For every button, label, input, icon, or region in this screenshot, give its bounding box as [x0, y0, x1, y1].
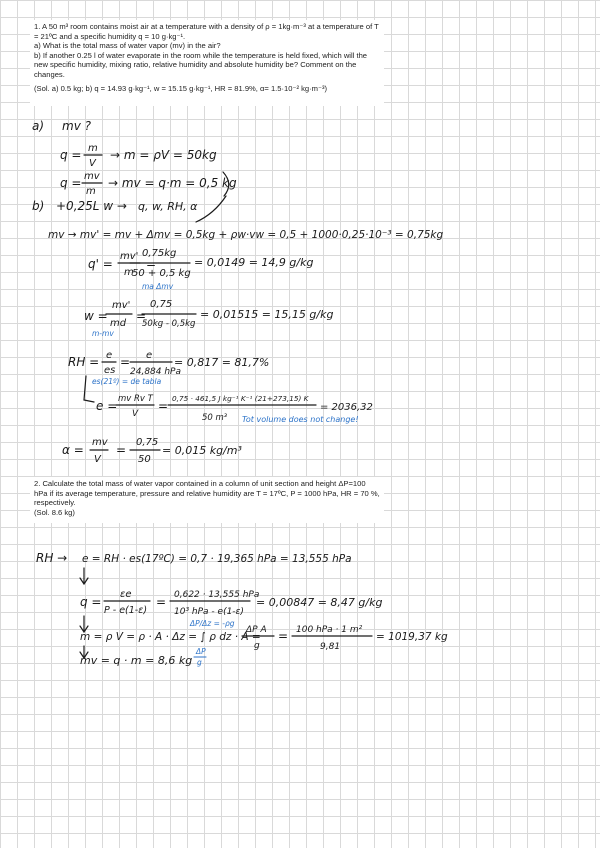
eq-alpha-result: = 0,015 kg/m³ [162, 444, 242, 457]
eq-alpha-num1: mv [92, 437, 108, 448]
eq-alpha-den2: 50 [138, 454, 151, 465]
eq-e-den1: V [132, 409, 139, 419]
arrow-stroke [196, 196, 226, 222]
eq-q2-num2: 0,622 · 13,555 hPa [174, 590, 260, 600]
equals-sign: = [146, 257, 157, 271]
eq-q-new-den1: m [124, 267, 134, 278]
eq-q2-den2: 10³ hPa - e(1-ε) [174, 607, 244, 617]
eq-e-den2: 50 m³ [202, 413, 228, 423]
eq-w-den1: md [110, 318, 127, 329]
eq-alpha-den1: V [94, 454, 101, 465]
eq-m-frac-den: g [254, 641, 260, 651]
eq-q-def-lhs: q = [60, 148, 82, 162]
part-a-label: a) [32, 119, 45, 133]
eq-alpha-num2: 0,75 [136, 437, 159, 448]
eq-q2-lhs: q = [80, 595, 102, 609]
eq-e-note: Tot volume does not change! [242, 415, 359, 424]
eq-w-note: m-mv [92, 329, 114, 338]
eq-e-lhs: e = [96, 399, 118, 413]
eq-q-new-note: ma Δmv [142, 282, 174, 291]
eq-rh-note: es(21º) = de tabla [92, 377, 162, 386]
eq-m-result: = 1019,37 kg [376, 631, 448, 643]
eq-mv-den: m [86, 186, 96, 197]
eq-m: m = ρ V = ρ · A · Δz = ∫ ρ dz · A = [80, 631, 261, 643]
eq-mv-final: mv = q · m = 8,6 kg [80, 654, 193, 667]
eq-q-new-num2: 0,75kg [142, 248, 177, 259]
eq-rh-num1: e [106, 350, 113, 361]
eq-rh-lhs: RH = [68, 355, 100, 369]
eq-w-num1: mv' [112, 300, 131, 311]
eq-q2-result: = 0,00847 = 8,47 g/kg [256, 596, 383, 609]
eq-rh-den1: es [104, 365, 116, 376]
eq-q-def-den: V [89, 158, 96, 169]
part-a-question: mv ? [62, 119, 91, 133]
eq-m-frac2-den: 9,81 [320, 642, 341, 652]
rh-label: RH → [36, 551, 68, 565]
eq-m-hydro: ΔP/Δz = -ρg [190, 619, 235, 628]
problem-2-solution: (Sol. 8.6 kg) [34, 507, 75, 517]
eq-m-frac2-num: 100 hPa · 1 m² [296, 625, 363, 635]
eq-rh-result: = 0,817 = 81,7% [174, 356, 270, 369]
eq-alpha-lhs: α = [62, 443, 84, 457]
eq-mv-result: → mv = q·m = 0,5 kg [108, 176, 237, 190]
eq-w-den2: 50kg - 0,5kg [142, 319, 196, 329]
part-b-given: +0,25L w → [56, 199, 127, 213]
equals-sign: = [120, 355, 131, 369]
eq-w-num2: 0,75 [150, 299, 173, 310]
eq-q-new-lhs: q' = [88, 257, 113, 271]
eq-w-lhs: w = [84, 309, 108, 323]
equals-sign: = [158, 399, 169, 413]
eq-rh-den2: 24,884 hPa [130, 367, 181, 377]
problem-1-solution: (Sol. a) 0.5 kg; b) q = 14.93 g·kg⁻¹, w = 15.15 g·kg⁻¹, HR = 81.9%, α= 1.5·10⁻² kg·m⁻³) [34, 83, 328, 93]
eq-e-result: = 2036,32 [320, 402, 373, 413]
down-arrow [80, 568, 88, 584]
eq-q-new-num1: mv' [120, 251, 139, 262]
eq-mv-lhs: q = [60, 176, 82, 190]
problem-1-intro: 1. A 50 m³ room contains moist air at a temperature with a density of ρ = 1kg·m⁻³ at a temperature of T = 21ºC and a specific humidity q = 10 g·kg⁻¹. [34, 22, 379, 41]
eq-m-note-den: g [197, 658, 202, 667]
eq-q2-den1: P - e(1-ε) [104, 605, 148, 616]
down-arrow [80, 616, 88, 632]
eq-q-new-result: = 0,0149 = 14,9 g/kg [194, 256, 314, 269]
eq-rh-num2: e [146, 350, 153, 361]
eq-w-result: = 0,01515 = 15,15 g/kg [200, 308, 334, 321]
eq-e-num1: mv Rv T [118, 394, 153, 404]
eq-q-def-num: m [88, 143, 98, 154]
eq-q2-num1: εe [120, 589, 132, 600]
eq-e-relative: e = RH · es(17ºC) = 0,7 · 19,365 hPa = 13,555 hPa [82, 553, 352, 565]
equals-sign: = [278, 629, 289, 643]
eq-m-frac-num: ΔP A [246, 625, 267, 635]
equals-sign: = [116, 443, 127, 457]
eq-q-def-result: → m = ρV = 50kg [110, 148, 217, 162]
equals-sign: = [136, 309, 147, 323]
eq-mv-num: mv [84, 171, 100, 182]
part-b-label: b) [32, 199, 45, 213]
part-b-unknowns: q, w, RH, α [138, 200, 198, 213]
eq-e-num2: 0,75 · 461,5 J kg⁻¹ K⁻¹ (21+273,15) K [172, 394, 309, 403]
equals-sign: = [156, 595, 167, 609]
problem-1-question-a: a) What is the total mass of water vapor (mv) in the air? [34, 41, 221, 51]
problem-1-question-b: b) If another 0.25 l of water evaporate in the room while the temperature is held fixed, which will the new specific humidity, mixing ratio, relative humidity and absolute humidity be? Comment on the changes. [34, 50, 368, 79]
problem-2-intro: 2. Calculate the total mass of water vapor contained in a column of unit section and height ΔP=100 hPa if its average temperature, pressure and relative humidity are T = 17ºC, P = 1000 hPa, HR = 70 %, respectively. [34, 479, 380, 508]
eq-mv-new: mv → mv' = mv + Δmv = 0,5kg + ρw·vw = 0,5 + 1000·0,25·10⁻³ = 0,75kg [48, 229, 444, 241]
eq-q-new-den2: 50 + 0,5 kg [132, 268, 191, 279]
eq-m-note-num: ΔP [196, 647, 206, 656]
